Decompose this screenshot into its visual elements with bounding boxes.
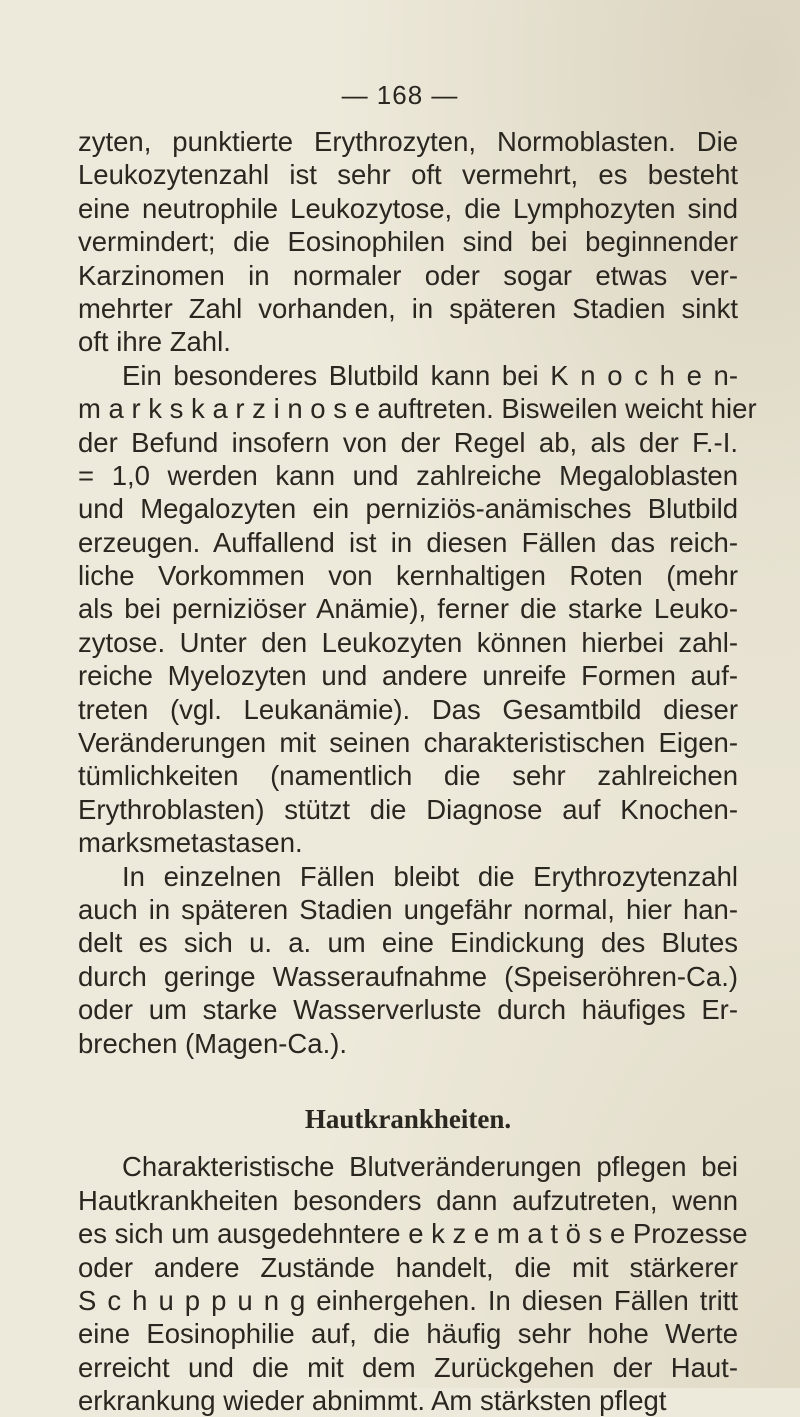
text-line: reiche Myelozyten und andere unreife Formen auf- [78,660,738,692]
text-line: oder um starke Wasserverluste durch häufiges Er- [78,994,738,1026]
text-line: auch in späteren Stadien ungefähr normal, hier han- [78,893,738,925]
paragraph-1 [78,125,738,359]
text-line: brechen (Magen-Ca.). [78,1027,348,1059]
text-line: Hautkrankheiten besonders dann aufzutreten, wenn [78,1184,738,1216]
body-text [78,125,757,1417]
text-line: als bei perniziöser Anämie), ferner die starke Leuko- [78,593,738,625]
text-line: Karzinomen in normaler oder sogar etwas ver- [78,259,738,291]
text-line: vermindert; die Eosinophilen sind bei beginnender [78,226,738,258]
text-line: oft ihre Zahl. [78,326,231,358]
text-line: Charakteristische Blutveränderungen pflegen bei [122,1151,738,1183]
text-line: eine Eosinophilie auf, die häufig sehr hohe Werte [78,1318,738,1350]
text-line: liche Vorkommen von kernhaltigen Roten (mehr [78,560,738,592]
paragraph-2 [78,359,757,860]
text-line: zyten, punktierte Erythrozyten, Normoblasten. Die [78,126,738,157]
text-line: = 1,0 werden kann und zahlreiche Megaloblasten [78,459,738,491]
paragraph-4 [78,1150,748,1417]
text-line: mehrter Zahl vorhanden, in späteren Stadien sinkt [78,292,738,324]
text-line: Ein besonderes Blutbild kann bei K n o c h e n- [122,359,738,391]
paragraph-3 [78,860,738,1060]
text-line: marksmetastasen. [78,827,303,859]
text-line: delt es sich u. a. um eine Eindickung des Blutes [78,927,738,959]
text-line: es sich um ausgedehntere e k z e m a t ö s e Prozesse [78,1218,748,1250]
text-line: Erythroblasten) stützt die Diagnose auf Knochen- [78,793,738,825]
text-line: m a r k s k a r z i n o s e auftreten. Bisweilen weicht hier [78,393,757,425]
text-line: erreicht und die mit dem Zurückgehen der Haut- [78,1351,738,1383]
text-line: zytose. Unter den Leukozyten können hierbei zahl- [78,626,738,658]
text-line: erkrankung wieder abnimmt. Am stärksten pflegt [78,1385,667,1417]
text-line: erzeugen. Auffallend ist in diesen Fällen das reich- [78,526,738,558]
text-line: oder andere Zustände handelt, die mit stärkerer [78,1251,738,1283]
text-line: In einzelnen Fällen bleibt die Erythrozytenzahl [122,860,738,892]
text-line: Leukozytenzahl ist sehr oft vermehrt, es besteht [78,159,738,191]
text-line: tümlichkeiten (namentlich die sehr zahlreichen [78,760,738,792]
text-line: und Megalozyten ein perniziös-anämisches Blutbild [78,493,738,525]
text-line: S c h u p p u n g einhergehen. In diesen Fällen tritt [78,1284,738,1316]
text-line: treten (vgl. Leukanämie). Das Gesamtbild dieser [78,693,738,725]
text-line: eine neutrophile Leukozytose, die Lymphozyten sind [78,192,738,224]
section-heading: Hautkrankheiten. [304,1103,512,1134]
page-number: — 168 — [341,80,459,110]
text-line: Veränderungen mit seinen charakteristischen Eigen- [78,727,738,759]
text-line: der Befund insofern von der Regel ab, als der F.-I. [78,426,738,458]
text-line: durch geringe Wasseraufnahme (Speiseröhren-Ca.) [78,960,738,992]
